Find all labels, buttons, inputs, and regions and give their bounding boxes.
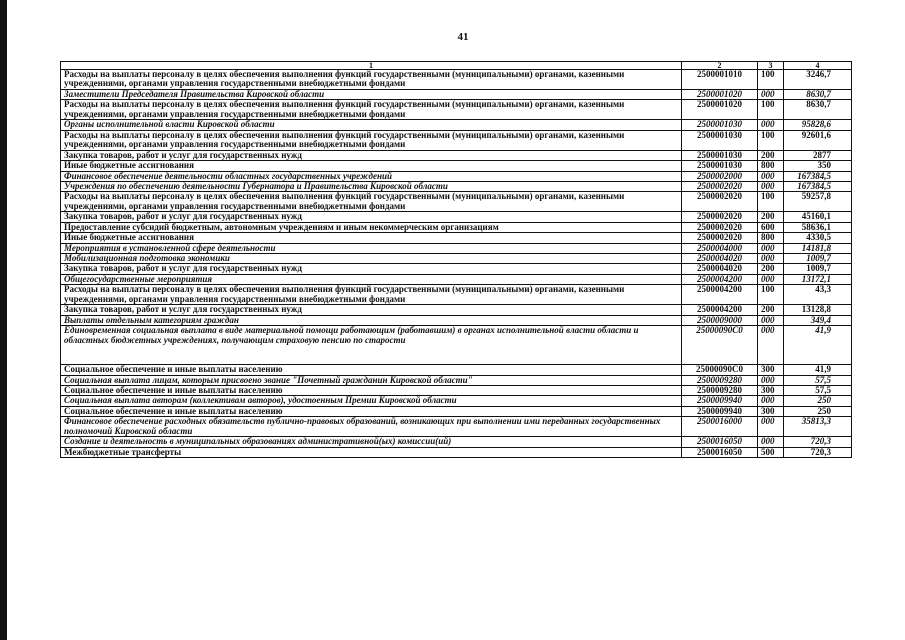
row-sum: 250 bbox=[784, 406, 852, 416]
row-vr-code: 000 bbox=[758, 375, 784, 385]
row-sum: 4330,5 bbox=[784, 233, 852, 243]
row-vr-code: 300 bbox=[758, 385, 784, 395]
row-sum: 45160,1 bbox=[784, 212, 852, 222]
row-name: Социальное обеспечение и иные выплаты населению bbox=[61, 365, 682, 375]
table-row bbox=[61, 130, 852, 150]
row-name: Финансовое обеспечение расходных обязательств публично-правовых образований, возникающих при выполнении ими переданных государственных полномочий Кировской области bbox=[61, 417, 682, 437]
row-name: Финансовое обеспечение деятельности областных государственных учреждений bbox=[61, 171, 682, 181]
row-vr-code: 000 bbox=[758, 315, 784, 325]
row-vr-code: 200 bbox=[758, 305, 784, 315]
table-row bbox=[61, 326, 852, 365]
row-name: Социальное обеспечение и иные выплаты населению bbox=[61, 406, 682, 416]
row-csr-code: 2500004000 bbox=[682, 243, 758, 253]
row-csr-code: 2500001030 bbox=[682, 161, 758, 171]
row-sum: 8630,7 bbox=[784, 100, 852, 120]
table-row bbox=[61, 396, 852, 406]
row-csr-code: 2500016050 bbox=[682, 437, 758, 447]
row-vr-code: 000 bbox=[758, 243, 784, 253]
row-csr-code: 2500002020 bbox=[682, 233, 758, 243]
row-vr-code: 300 bbox=[758, 406, 784, 416]
table-row bbox=[61, 243, 852, 253]
row-csr-code: 2500009940 bbox=[682, 406, 758, 416]
row-sum: 41,9 bbox=[784, 326, 852, 365]
row-vr-code: 800 bbox=[758, 161, 784, 171]
row-name: Единовременная социальная выплата в виде материальной помощи работающим (работавшим) в органах исполнительной власти области и областных бюджетных учреждениях, получающим страховую пенсию по старости bbox=[61, 326, 682, 365]
row-sum: 57,5 bbox=[784, 375, 852, 385]
row-name: Учреждения по обеспечению деятельности Губернатора и Правительства Кировской области bbox=[61, 182, 682, 192]
table-row bbox=[61, 212, 852, 222]
table-row bbox=[61, 274, 852, 284]
table-row bbox=[61, 233, 852, 243]
table-row bbox=[61, 305, 852, 315]
row-name: Расходы на выплаты персоналу в целях обеспечения выполнения функций государственными (муниципальными) органами, казенными учреждениями, органами управления государственными внебюджетными фондами bbox=[61, 285, 682, 305]
header-col-csr: 2 bbox=[682, 62, 758, 70]
row-name: Социальная выплата авторам (коллективам авторов), удостоенным Премии Кировской области bbox=[61, 396, 682, 406]
row-vr-code: 000 bbox=[758, 254, 784, 264]
row-vr-code: 000 bbox=[758, 326, 784, 365]
row-csr-code: 2500016000 bbox=[682, 417, 758, 437]
table-row bbox=[61, 222, 852, 232]
row-sum: 95828,6 bbox=[784, 120, 852, 130]
row-vr-code: 300 bbox=[758, 365, 784, 375]
row-vr-code: 000 bbox=[758, 274, 784, 284]
row-name: Социальное обеспечение и иные выплаты населению bbox=[61, 385, 682, 395]
row-sum: 58636,1 bbox=[784, 222, 852, 232]
row-sum: 1009,7 bbox=[784, 254, 852, 264]
row-sum: 92601,6 bbox=[784, 130, 852, 150]
table-row bbox=[61, 254, 852, 264]
row-name: Расходы на выплаты персоналу в целях обеспечения выполнения функций государственными (муниципальными) органами, казенными учреждениями, органами управления государственными внебюджетными фондами bbox=[61, 192, 682, 212]
row-vr-code: 100 bbox=[758, 100, 784, 120]
table-row bbox=[61, 161, 852, 171]
table-row bbox=[61, 100, 852, 120]
row-sum: 3246,7 bbox=[784, 70, 852, 90]
row-vr-code: 200 bbox=[758, 212, 784, 222]
row-csr-code: 2500001020 bbox=[682, 90, 758, 100]
row-csr-code: 25000090С0 bbox=[682, 365, 758, 375]
row-csr-code: 2500009280 bbox=[682, 375, 758, 385]
row-vr-code: 000 bbox=[758, 417, 784, 437]
row-sum: 13128,8 bbox=[784, 305, 852, 315]
table-row bbox=[61, 285, 852, 305]
row-vr-code: 100 bbox=[758, 130, 784, 150]
row-name: Социальная выплата лицам, которым присвоено звание "Почетный гражданин Кировской области" bbox=[61, 375, 682, 385]
row-vr-code: 200 bbox=[758, 150, 784, 160]
row-sum: 59257,8 bbox=[784, 192, 852, 212]
table-row bbox=[61, 385, 852, 395]
row-vr-code: 100 bbox=[758, 285, 784, 305]
table-row bbox=[61, 171, 852, 181]
row-csr-code: 2500002000 bbox=[682, 171, 758, 181]
header-col-name: 1 bbox=[61, 62, 682, 70]
row-name: Заместители Председателя Правительства Кировской области bbox=[61, 90, 682, 100]
row-sum: 35813,3 bbox=[784, 417, 852, 437]
row-csr-code: 2500002020 bbox=[682, 182, 758, 192]
row-vr-code: 000 bbox=[758, 182, 784, 192]
table-row bbox=[61, 365, 852, 375]
table-row bbox=[61, 375, 852, 385]
table-row bbox=[61, 120, 852, 130]
row-sum: 1009,7 bbox=[784, 264, 852, 274]
row-csr-code: 2500002020 bbox=[682, 222, 758, 232]
row-name: Расходы на выплаты персоналу в целях обеспечения выполнения функций государственными (муниципальными) органами, казенными учреждениями, органами управления государственными внебюджетными фондами bbox=[61, 130, 682, 150]
row-sum: 167384,5 bbox=[784, 182, 852, 192]
row-name: Общегосударственные мероприятия bbox=[61, 274, 682, 284]
table-row bbox=[61, 150, 852, 160]
row-vr-code: 000 bbox=[758, 396, 784, 406]
header-row bbox=[61, 62, 852, 70]
row-name: Закупка товаров, работ и услуг для государственных нужд bbox=[61, 264, 682, 274]
table-row bbox=[61, 417, 852, 437]
row-sum: 349,4 bbox=[784, 315, 852, 325]
row-csr-code: 2500001030 bbox=[682, 130, 758, 150]
row-sum: 8630,7 bbox=[784, 90, 852, 100]
row-csr-code: 2500009280 bbox=[682, 385, 758, 395]
table-row bbox=[61, 437, 852, 447]
row-csr-code: 2500001030 bbox=[682, 120, 758, 130]
row-csr-code: 2500001020 bbox=[682, 100, 758, 120]
row-name: Органы исполнительной власти Кировской области bbox=[61, 120, 682, 130]
row-vr-code: 600 bbox=[758, 222, 784, 232]
row-name: Межбюджетные трансферты bbox=[61, 447, 682, 457]
row-name: Расходы на выплаты персоналу в целях обеспечения выполнения функций государственными (муниципальными) органами, казенными учреждениями, органами управления государственными внебюджетными фондами bbox=[61, 70, 682, 90]
row-sum: 13172,1 bbox=[784, 274, 852, 284]
row-vr-code: 100 bbox=[758, 70, 784, 90]
row-csr-code: 2500009940 bbox=[682, 396, 758, 406]
table-row bbox=[61, 90, 852, 100]
row-csr-code: 2500001030 bbox=[682, 150, 758, 160]
row-vr-code: 100 bbox=[758, 192, 784, 212]
row-sum: 720,3 bbox=[784, 447, 852, 457]
table-row bbox=[61, 192, 852, 212]
row-name: Закупка товаров, работ и услуг для государственных нужд bbox=[61, 305, 682, 315]
row-sum: 2877 bbox=[784, 150, 852, 160]
row-csr-code: 2500016050 bbox=[682, 447, 758, 457]
page-number: 41 bbox=[457, 31, 469, 43]
row-vr-code: 000 bbox=[758, 437, 784, 447]
row-sum: 250 bbox=[784, 396, 852, 406]
row-name: Закупка товаров, работ и услуг для государственных нужд bbox=[61, 212, 682, 222]
row-vr-code: 500 bbox=[758, 447, 784, 457]
row-name: Закупка товаров, работ и услуг для государственных нужд bbox=[61, 150, 682, 160]
table-row bbox=[61, 264, 852, 274]
row-csr-code: 2500004200 bbox=[682, 285, 758, 305]
header-col-sum: 4 bbox=[784, 62, 852, 70]
table-row bbox=[61, 447, 852, 457]
row-vr-code: 000 bbox=[758, 90, 784, 100]
row-vr-code: 800 bbox=[758, 233, 784, 243]
row-name: Мероприятия в установленной сфере деятельности bbox=[61, 243, 682, 253]
row-sum: 720,3 bbox=[784, 437, 852, 447]
table-row bbox=[61, 182, 852, 192]
row-vr-code: 000 bbox=[758, 120, 784, 130]
row-csr-code: 25000090С0 bbox=[682, 326, 758, 365]
row-name: Иные бюджетные ассигнования bbox=[61, 161, 682, 171]
row-sum: 41,9 bbox=[784, 365, 852, 375]
table-row bbox=[61, 406, 852, 416]
row-name: Выплаты отдельным категориям граждан bbox=[61, 315, 682, 325]
row-vr-code: 200 bbox=[758, 264, 784, 274]
row-csr-code: 2500004020 bbox=[682, 254, 758, 264]
header-col-vr: 3 bbox=[758, 62, 784, 70]
row-vr-code: 000 bbox=[758, 171, 784, 181]
row-sum: 43,3 bbox=[784, 285, 852, 305]
row-sum: 167384,5 bbox=[784, 171, 852, 181]
row-name: Расходы на выплаты персоналу в целях обеспечения выполнения функций государственными (муниципальными) органами, казенными учреждениями, органами управления государственными внебюджетными фондами bbox=[61, 100, 682, 120]
row-name: Иные бюджетные ассигнования bbox=[61, 233, 682, 243]
row-sum: 350 bbox=[784, 161, 852, 171]
row-csr-code: 2500001010 bbox=[682, 70, 758, 90]
scan-left-edge bbox=[0, 0, 7, 640]
row-sum: 14181,8 bbox=[784, 243, 852, 253]
row-csr-code: 2500009000 bbox=[682, 315, 758, 325]
row-sum: 57,5 bbox=[784, 385, 852, 395]
row-csr-code: 2500002020 bbox=[682, 212, 758, 222]
table-row bbox=[61, 315, 852, 325]
table-row bbox=[61, 70, 852, 90]
row-csr-code: 2500004020 bbox=[682, 264, 758, 274]
row-name: Создание и деятельность в муниципальных образованиях административной(ых) комиссии(ий) bbox=[61, 437, 682, 447]
row-csr-code: 2500004200 bbox=[682, 274, 758, 284]
row-name: Предоставление субсидий бюджетным, автономным учреждениям и иным некоммерческим организациям bbox=[61, 222, 682, 232]
budget-table bbox=[60, 61, 852, 458]
row-csr-code: 2500004200 bbox=[682, 305, 758, 315]
row-csr-code: 2500002020 bbox=[682, 192, 758, 212]
row-name: Мобилизационная подготовка экономики bbox=[61, 254, 682, 264]
